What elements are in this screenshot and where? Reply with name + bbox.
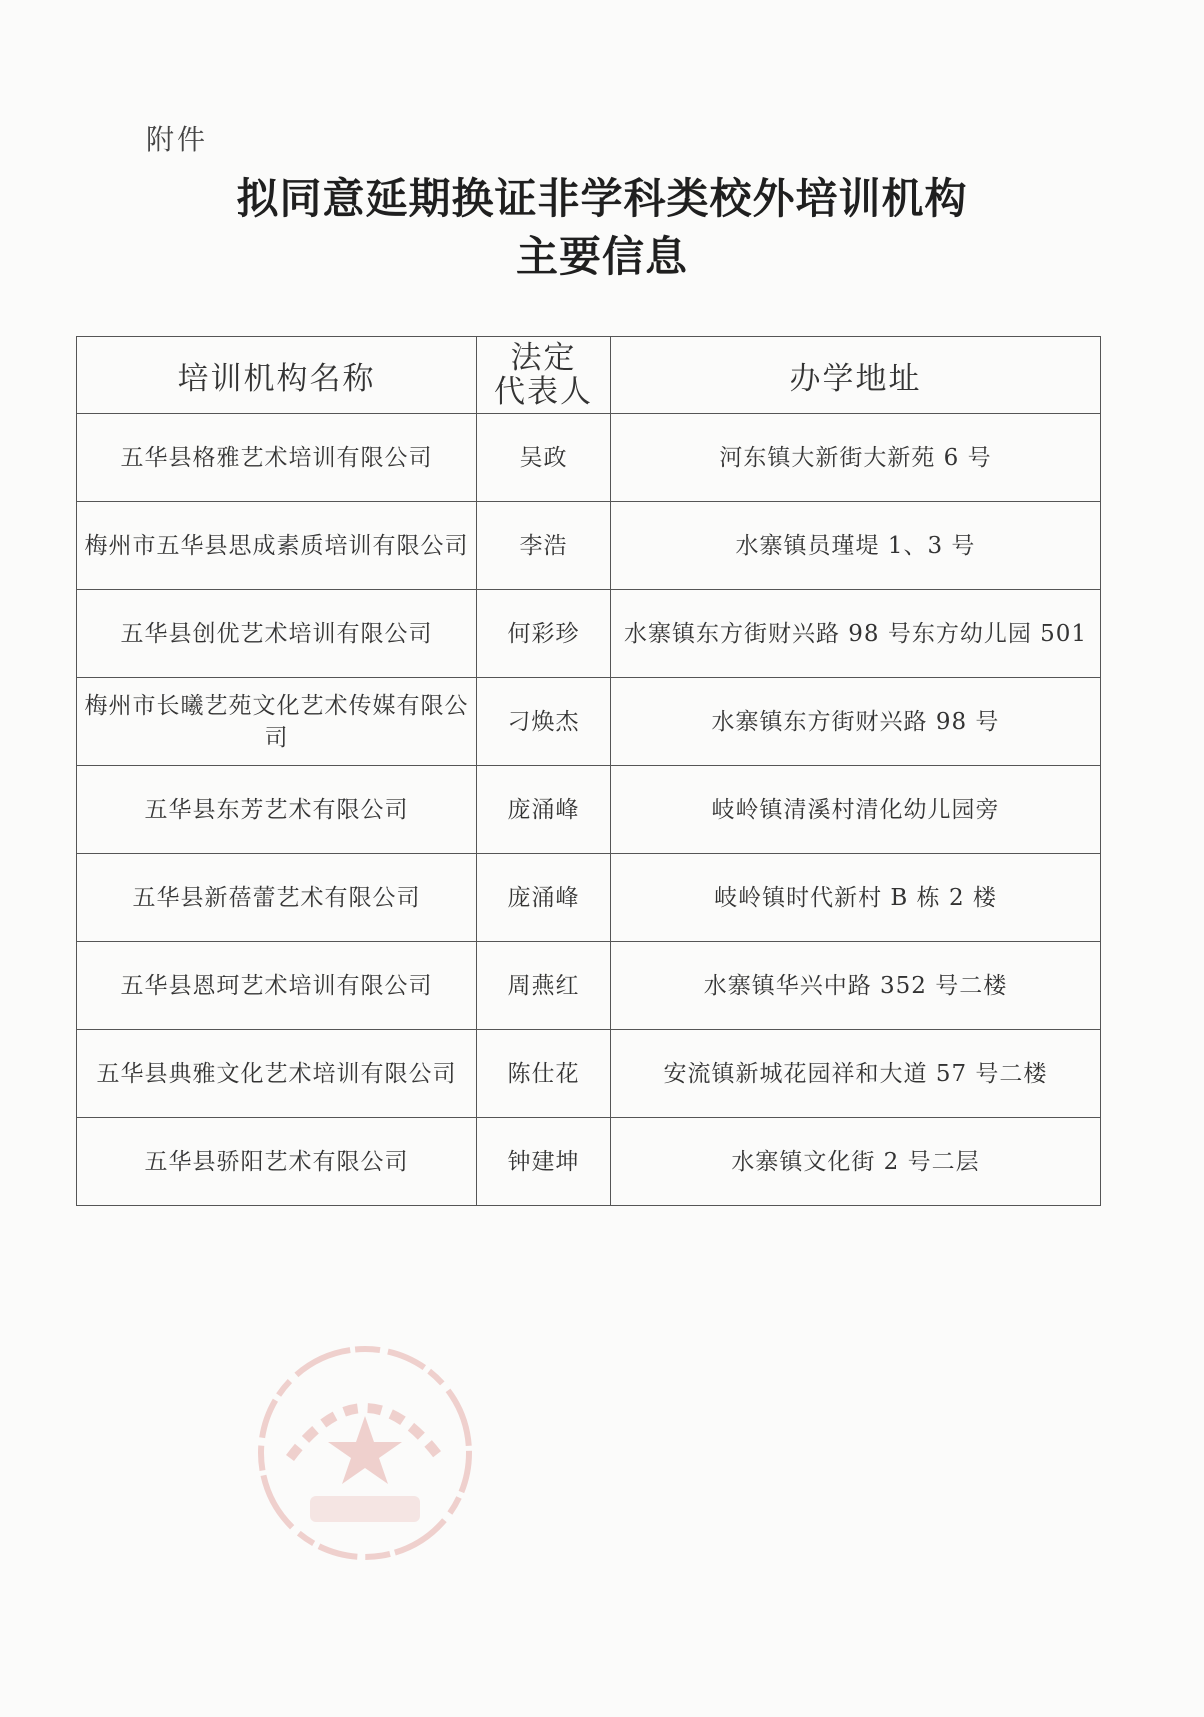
cell-address: 安流镇新城花园祥和大道 57 号二楼 <box>611 1030 1101 1118</box>
table-row <box>77 502 1101 590</box>
attachment-label: 附件 <box>146 123 209 156</box>
cell-name: 五华县格雅艺术培训有限公司 <box>77 414 477 502</box>
cell-name: 五华县创优艺术培训有限公司 <box>77 590 477 678</box>
table-body <box>77 414 1101 1206</box>
cell-name: 梅州市五华县思成素质培训有限公司 <box>77 502 477 590</box>
table-row <box>77 1118 1101 1206</box>
table-row <box>77 1030 1101 1118</box>
cell-name: 五华县骄阳艺术有限公司 <box>77 1118 477 1206</box>
official-seal-stamp <box>250 1338 480 1568</box>
cell-name: 五华县新蓓蕾艺术有限公司 <box>77 854 477 942</box>
cell-address: 岐岭镇时代新村 B 栋 2 楼 <box>611 854 1101 942</box>
cell-address: 水寨镇东方街财兴路 98 号东方幼儿园 501 <box>611 590 1101 678</box>
table-row <box>77 590 1101 678</box>
cell-rep: 陈仕花 <box>477 1030 611 1118</box>
cell-rep: 钟建坤 <box>477 1118 611 1206</box>
document-title-line-1: 拟同意延期换证非学科类校外培训机构 <box>236 174 968 223</box>
cell-address: 水寨镇华兴中路 352 号二楼 <box>611 942 1101 1030</box>
table-row <box>77 942 1101 1030</box>
header-representative <box>477 337 611 414</box>
header-name: 培训机构名称 <box>77 337 477 414</box>
table-row <box>77 854 1101 942</box>
cell-address: 水寨镇文化街 2 号二层 <box>611 1118 1101 1206</box>
cell-name: 五华县恩珂艺术培训有限公司 <box>77 942 477 1030</box>
institution-table <box>76 336 1101 1206</box>
cell-rep: 刁焕杰 <box>477 678 611 766</box>
cell-rep: 何彩珍 <box>477 590 611 678</box>
header-rep-line-1: 法定 <box>510 340 577 376</box>
document-title-line-2: 主要信息 <box>515 232 688 281</box>
header-rep-line-2: 代表人 <box>494 374 593 410</box>
cell-address: 岐岭镇清溪村清化幼儿园旁 <box>611 766 1101 854</box>
cell-name: 梅州市长曦艺苑文化艺术传媒有限公司 <box>77 678 477 766</box>
table-row <box>77 678 1101 766</box>
cell-rep: 庞涌峰 <box>477 766 611 854</box>
table-row <box>77 766 1101 854</box>
table-header-row <box>77 337 1101 414</box>
cell-rep: 吴政 <box>477 414 611 502</box>
cell-address: 水寨镇东方街财兴路 98 号 <box>611 678 1101 766</box>
cell-rep: 庞涌峰 <box>477 854 611 942</box>
cell-address: 水寨镇员瑾堤 1、3 号 <box>611 502 1101 590</box>
cell-name: 五华县东芳艺术有限公司 <box>77 766 477 854</box>
cell-rep: 李浩 <box>477 502 611 590</box>
table-row <box>77 414 1101 502</box>
header-address: 办学地址 <box>611 337 1101 414</box>
cell-address: 河东镇大新街大新苑 6 号 <box>611 414 1101 502</box>
cell-name: 五华县典雅文化艺术培训有限公司 <box>77 1030 477 1118</box>
cell-rep: 周燕红 <box>477 942 611 1030</box>
